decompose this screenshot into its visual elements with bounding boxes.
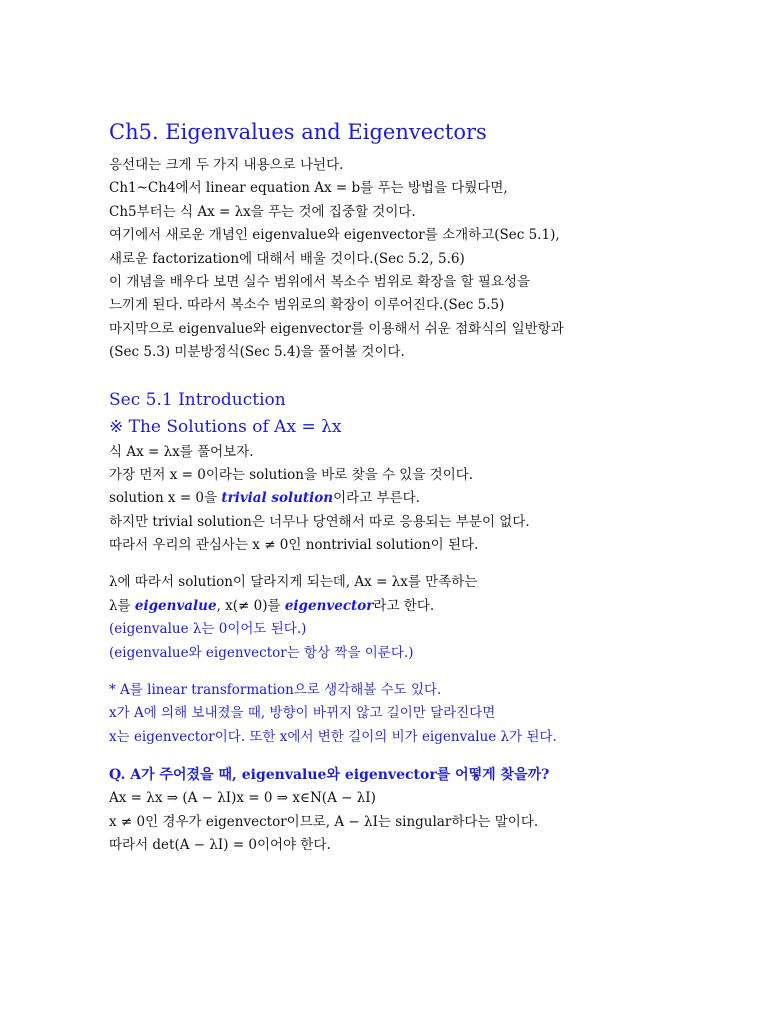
answer-line: 따라서 det(A − λI) = 0이어야 한다.: [109, 836, 331, 853]
intro-line: 여기에서 새로운 개념인 eigenvalue와 eigenvector를 소개하고(Sec 5.1),: [109, 227, 560, 244]
linear-transformation-paragraph: [109, 679, 709, 749]
intro-line: 새로운 factorization에 대해서 배울 것이다.(Sec 5.2, 5.6): [109, 250, 465, 267]
eigenvalue-term: eigenvalue: [134, 597, 217, 614]
lt-line: x는 eigenvector이다. 또한 x에서 변한 길이의 비가 eigenvalue λ가 된다.: [109, 728, 557, 745]
lt-line: * A를 linear transformation으로 생각해볼 수도 있다.: [109, 682, 442, 699]
definition-paragraph: [109, 571, 709, 665]
intro-line: 이 개념을 배우다 보면 실수 범위에서 복소수 범위로 확장을 할 필요성을: [109, 273, 531, 290]
note-line: (eigenvalue와 eigenvector는 항상 짝을 이룬다.): [109, 644, 414, 661]
body-line: 하지만 trivial solution은 너무나 당연해서 따로 응용되는 부분이 없다.: [109, 513, 530, 530]
intro-line: 느끼게 된다. 따라서 복소수 범위로의 확장이 이루어진다.(Sec 5.5): [109, 297, 505, 314]
definition-line: [109, 595, 709, 618]
text-span: , x(≠ 0)를: [216, 597, 285, 614]
body-line: λ에 따라서 solution이 달라지게 되는데, Ax = λx를 만족하는: [109, 574, 478, 591]
lt-line: x가 A에 의해 보내졌을 때, 방향이 바뀌지 않고 길이만 달라진다면: [109, 705, 496, 722]
intro-paragraph: [109, 154, 709, 365]
chapter-title: Ch5. Eigenvalues and Eigenvectors: [109, 120, 487, 144]
answer-paragraph: [109, 787, 709, 857]
solutions-paragraph: [109, 441, 709, 558]
body-line: 가장 먼저 x = 0이라는 solution을 바로 찾을 수 있을 것이다.: [109, 466, 474, 483]
body-line: 따라서 우리의 관심사는 x ≠ 0인 nontrivial solution이 된다.: [109, 537, 479, 554]
text-span: 이라고 부른다.: [333, 490, 420, 507]
document-page: [109, 118, 709, 857]
subsection-title: ※ The Solutions of Ax = λx: [109, 416, 342, 437]
note-line: (eigenvalue λ는 0이어도 된다.): [109, 621, 307, 638]
text-span: solution x = 0을: [109, 490, 222, 507]
trivial-solution-line: [109, 487, 709, 510]
intro-line: Ch1~Ch4에서 linear equation Ax = b를 푸는 방법을 다뤘다면,: [109, 180, 508, 197]
answer-line: x ≠ 0인 경우가 eigenvector이므로, A − λI는 singular하다는 말이다.: [109, 813, 539, 830]
text-span: 라고 한다.: [373, 597, 435, 614]
question-heading: Q. A가 주어졌을 때, eigenvalue와 eigenvector를 어떻게 찾을까?: [109, 767, 550, 784]
eigenvector-term: eigenvector: [284, 597, 374, 614]
trivial-solution-term: trivial solution: [221, 490, 334, 507]
intro-line: (Sec 5.3) 미분방정식(Sec 5.4)을 풀어볼 것이다.: [109, 344, 405, 361]
intro-line: 응선대는 크게 두 가지 내용으로 나뉜다.: [109, 157, 344, 173]
intro-line: 마지막으로 eigenvalue와 eigenvector를 이용해서 쉬운 점화식의 일반항과: [109, 320, 564, 337]
intro-line: Ch5부터는 식 Ax = λx을 푸는 것에 집중할 것이다.: [109, 203, 416, 220]
body-line: 식 Ax = λx를 풀어보자.: [109, 443, 254, 460]
text-span: λ를: [109, 597, 135, 614]
section-title: Sec 5.1 Introduction: [109, 389, 286, 410]
answer-line: Ax = λx ⇒ (A − λI)x = 0 ⇒ x∈N(A − λI): [109, 790, 376, 807]
